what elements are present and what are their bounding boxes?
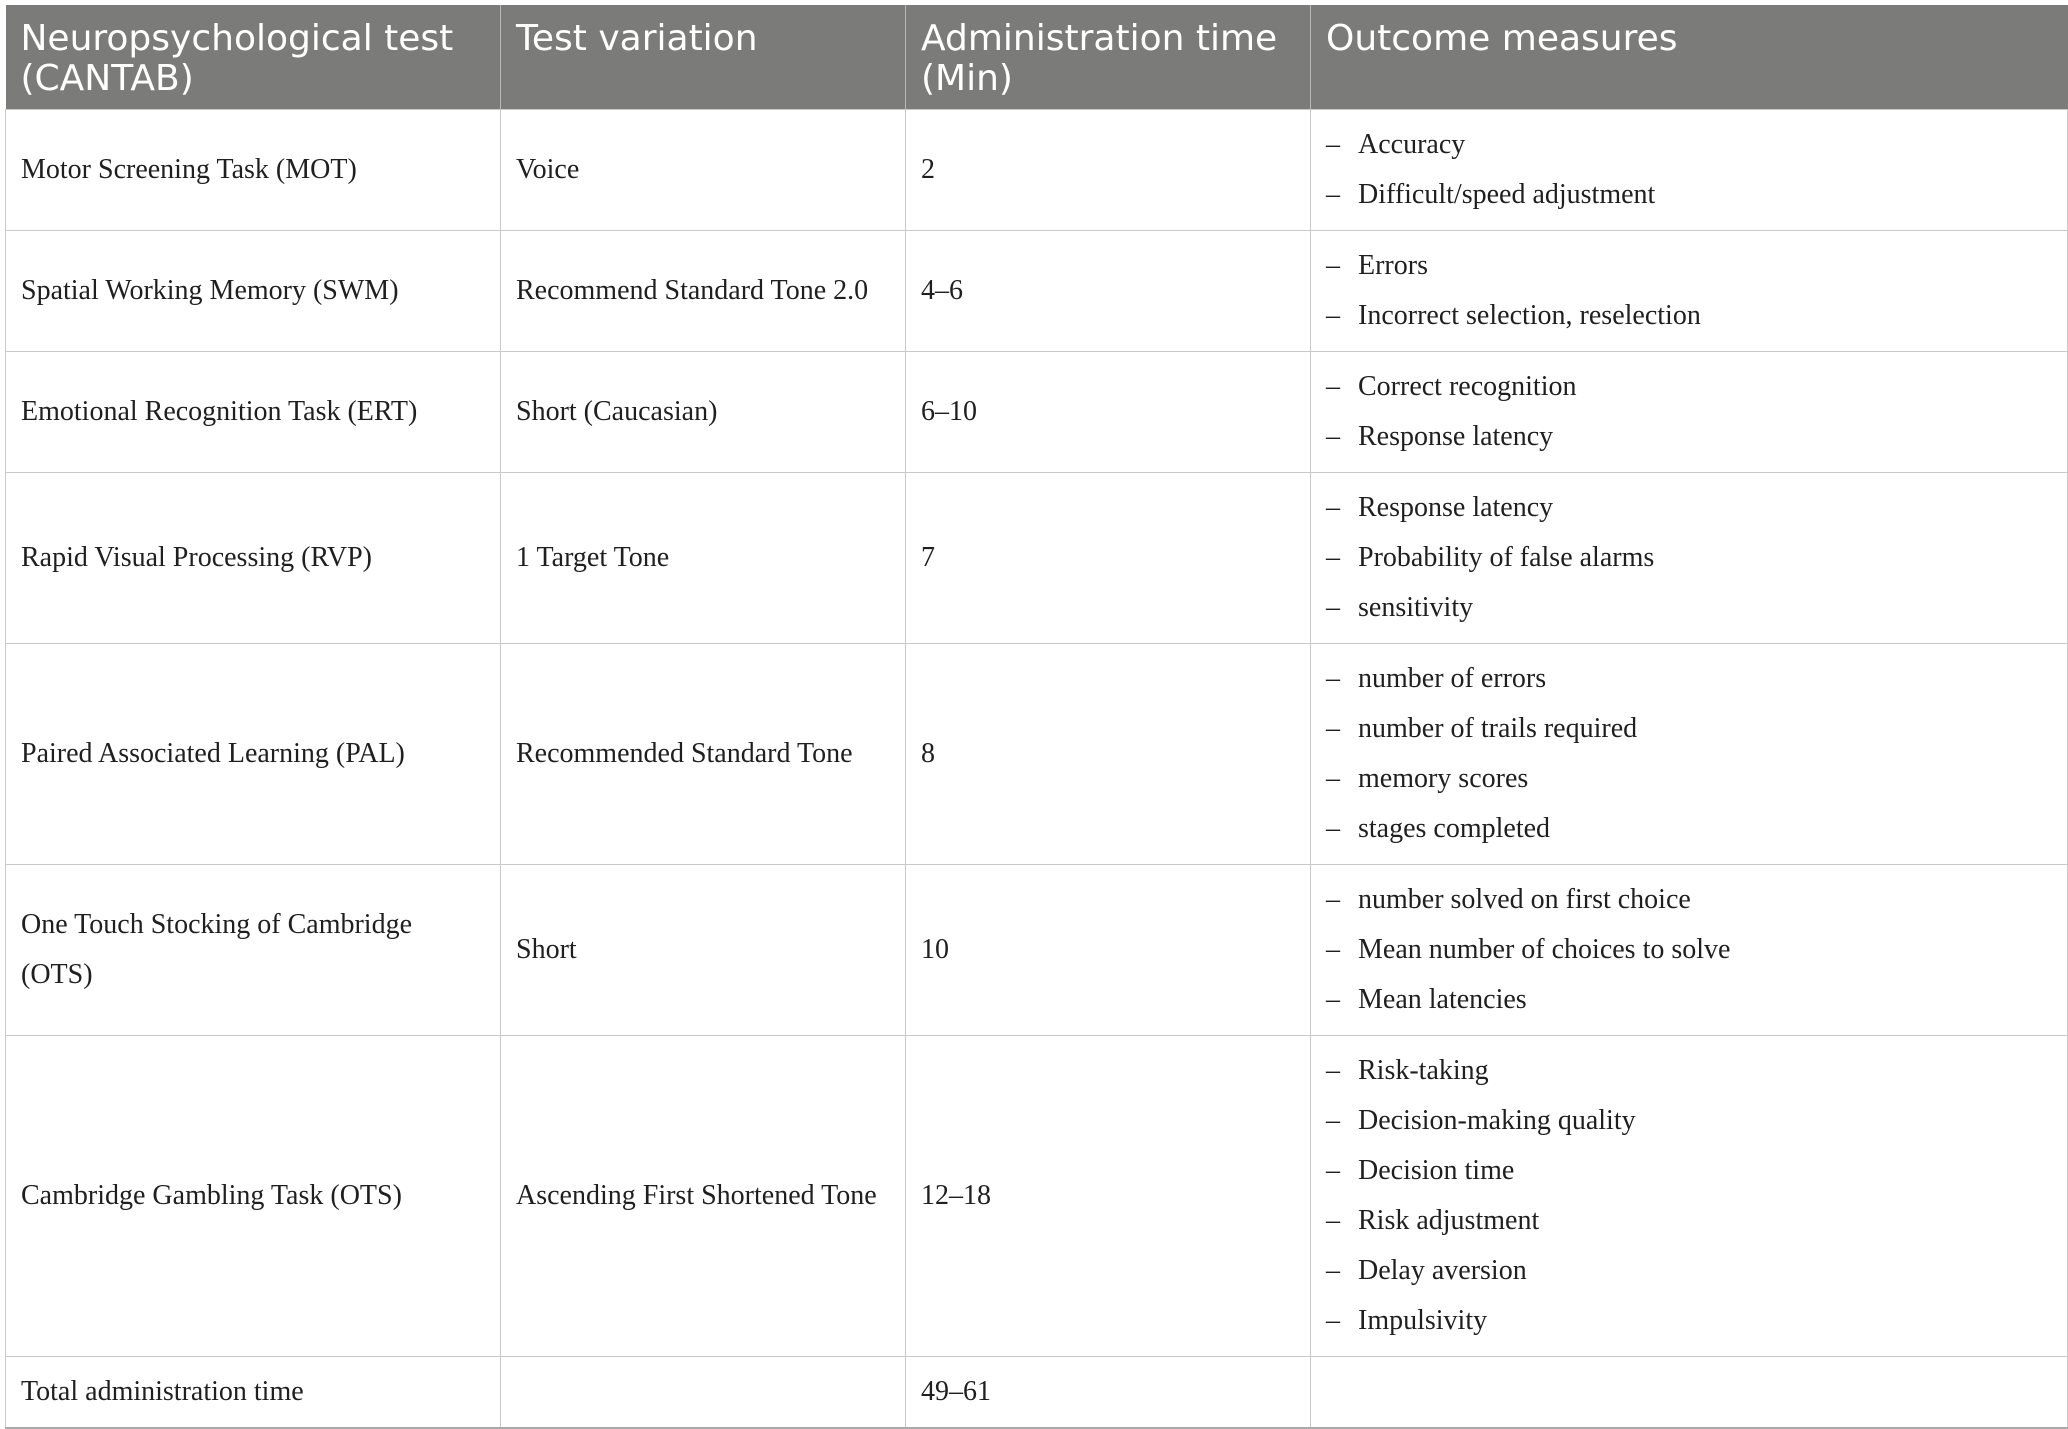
dash-bullet-icon: – — [1326, 1105, 1340, 1136]
total-measures-cell — [1311, 1357, 2068, 1429]
total-row — [6, 1357, 2068, 1429]
outcome-measures-cell — [1311, 644, 2068, 865]
outcome-measures-cell — [1311, 865, 2068, 1036]
outcome-measure-label: Difficult/speed adjustment — [1358, 179, 1656, 210]
outcome-measure-item — [1326, 412, 2051, 462]
test-name-cell: Spatial Working Memory (SWM) — [6, 231, 501, 352]
dash-bullet-icon: – — [1326, 1255, 1340, 1286]
outcome-measure-label: Probability of false alarms — [1358, 542, 1655, 573]
outcome-measures-list — [1326, 875, 2051, 1025]
dash-bullet-icon: – — [1326, 813, 1340, 844]
dash-bullet-icon: – — [1326, 713, 1340, 744]
outcome-measure-label: number solved on first choice — [1358, 884, 1691, 915]
outcome-measure-item — [1326, 1146, 2051, 1196]
test-name-cell: One Touch Stocking of Cambridge (OTS) — [6, 865, 501, 1036]
outcome-measure-item — [1326, 1296, 2051, 1346]
outcome-measures-list — [1326, 362, 2051, 462]
administration-time-cell: 6–10 — [906, 352, 1311, 473]
dash-bullet-icon: – — [1326, 1155, 1340, 1186]
cantab-table-container — [5, 5, 2067, 1429]
outcome-measures-cell — [1311, 231, 2068, 352]
outcome-measure-item — [1326, 583, 2051, 633]
outcome-measures-list — [1326, 1046, 2051, 1346]
outcome-measure-label: memory scores — [1358, 763, 1529, 794]
test-variation-cell: Short — [501, 865, 906, 1036]
outcome-measure-item — [1326, 875, 2051, 925]
dash-bullet-icon: – — [1326, 250, 1340, 281]
total-time-cell: 49–61 — [906, 1357, 1311, 1429]
dash-bullet-icon: – — [1326, 763, 1340, 794]
test-name-cell: Paired Associated Learning (PAL) — [6, 644, 501, 865]
outcome-measures-cell — [1311, 473, 2068, 644]
outcome-measure-label: Impulsivity — [1358, 1305, 1488, 1336]
table-row — [6, 473, 2068, 644]
test-variation-cell: Short (Caucasian) — [501, 352, 906, 473]
outcome-measure-label: Accuracy — [1358, 129, 1466, 160]
table-row — [6, 110, 2068, 231]
outcome-measure-label: Incorrect selection, reselection — [1358, 300, 1701, 331]
header-outcome-measures: Outcome measures — [1311, 5, 2068, 110]
test-variation-cell: 1 Target Tone — [501, 473, 906, 644]
outcome-measure-item — [1326, 804, 2051, 854]
dash-bullet-icon: – — [1326, 884, 1340, 915]
dash-bullet-icon: – — [1326, 129, 1340, 160]
dash-bullet-icon: – — [1326, 1205, 1340, 1236]
outcome-measure-item — [1326, 1046, 2051, 1096]
table-row — [6, 1036, 2068, 1357]
dash-bullet-icon: – — [1326, 179, 1340, 210]
administration-time-cell: 7 — [906, 473, 1311, 644]
test-name-cell: Emotional Recognition Task (ERT) — [6, 352, 501, 473]
outcome-measures-list — [1326, 241, 2051, 341]
outcome-measure-label: Correct recognition — [1358, 371, 1577, 402]
dash-bullet-icon: – — [1326, 984, 1340, 1015]
outcome-measures-cell — [1311, 110, 2068, 231]
outcome-measure-label: Response latency — [1358, 492, 1554, 523]
outcome-measure-item — [1326, 170, 2051, 220]
administration-time-cell: 8 — [906, 644, 1311, 865]
outcome-measure-item — [1326, 120, 2051, 170]
administration-time-cell: 2 — [906, 110, 1311, 231]
outcome-measure-label: number of errors — [1358, 663, 1547, 694]
outcome-measures-cell — [1311, 352, 2068, 473]
dash-bullet-icon: – — [1326, 1305, 1340, 1336]
test-variation-cell: Ascending First Shortened Tone — [501, 1036, 906, 1357]
outcome-measure-label: Mean latencies — [1358, 984, 1527, 1015]
outcome-measure-item — [1326, 654, 2051, 704]
outcome-measure-item — [1326, 975, 2051, 1025]
outcome-measure-label: Errors — [1358, 250, 1428, 281]
header-neuropsychological-test: Neuropsychological test (CANTAB) — [6, 5, 501, 110]
outcome-measure-item — [1326, 1096, 2051, 1146]
outcome-measure-item — [1326, 754, 2051, 804]
table-row — [6, 865, 2068, 1036]
header-administration-time: Administration time (Min) — [906, 5, 1311, 110]
test-name-cell: Motor Screening Task (MOT) — [6, 110, 501, 231]
outcome-measure-item — [1326, 704, 2051, 754]
outcome-measures-list — [1326, 483, 2051, 633]
outcome-measure-item — [1326, 533, 2051, 583]
outcome-measure-label: sensitivity — [1358, 592, 1474, 623]
total-variation-cell — [501, 1357, 906, 1429]
outcome-measure-label: stages completed — [1358, 813, 1551, 844]
table-row — [6, 352, 2068, 473]
dash-bullet-icon: – — [1326, 492, 1340, 523]
outcome-measure-label: number of trails required — [1358, 713, 1638, 744]
outcome-measure-label: Delay aversion — [1358, 1255, 1527, 1286]
outcome-measure-item — [1326, 483, 2051, 533]
test-variation-cell: Recommend Standard Tone 2.0 — [501, 231, 906, 352]
outcome-measure-label: Decision-making quality — [1358, 1105, 1636, 1136]
outcome-measure-item — [1326, 925, 2051, 975]
test-name-cell: Cambridge Gambling Task (OTS) — [6, 1036, 501, 1357]
dash-bullet-icon: – — [1326, 421, 1340, 452]
dash-bullet-icon: – — [1326, 934, 1340, 965]
test-name-cell: Rapid Visual Processing (RVP) — [6, 473, 501, 644]
table-header-row — [6, 5, 2068, 110]
dash-bullet-icon: – — [1326, 592, 1340, 623]
dash-bullet-icon: – — [1326, 542, 1340, 573]
table-row — [6, 231, 2068, 352]
total-label-cell: Total administration time — [6, 1357, 501, 1429]
administration-time-cell: 4–6 — [906, 231, 1311, 352]
dash-bullet-icon: – — [1326, 1055, 1340, 1086]
outcome-measures-list — [1326, 654, 2051, 854]
header-test-variation: Test variation — [501, 5, 906, 110]
dash-bullet-icon: – — [1326, 300, 1340, 331]
outcome-measure-label: Decision time — [1358, 1155, 1515, 1186]
outcome-measure-label: Risk adjustment — [1358, 1205, 1540, 1236]
test-variation-cell: Recommended Standard Tone — [501, 644, 906, 865]
outcome-measures-list — [1326, 120, 2051, 220]
dash-bullet-icon: – — [1326, 663, 1340, 694]
outcome-measure-label: Risk-taking — [1358, 1055, 1489, 1086]
outcome-measure-label: Mean number of choices to solve — [1358, 934, 1731, 965]
dash-bullet-icon: – — [1326, 371, 1340, 402]
outcome-measures-cell — [1311, 1036, 2068, 1357]
outcome-measure-item — [1326, 1246, 2051, 1296]
administration-time-cell: 10 — [906, 865, 1311, 1036]
outcome-measure-item — [1326, 362, 2051, 412]
table-row — [6, 644, 2068, 865]
test-variation-cell: Voice — [501, 110, 906, 231]
outcome-measure-item — [1326, 241, 2051, 291]
cantab-tests-table — [5, 5, 2068, 1429]
outcome-measure-item — [1326, 1196, 2051, 1246]
administration-time-cell: 12–18 — [906, 1036, 1311, 1357]
outcome-measure-item — [1326, 291, 2051, 341]
outcome-measure-label: Response latency — [1358, 421, 1554, 452]
